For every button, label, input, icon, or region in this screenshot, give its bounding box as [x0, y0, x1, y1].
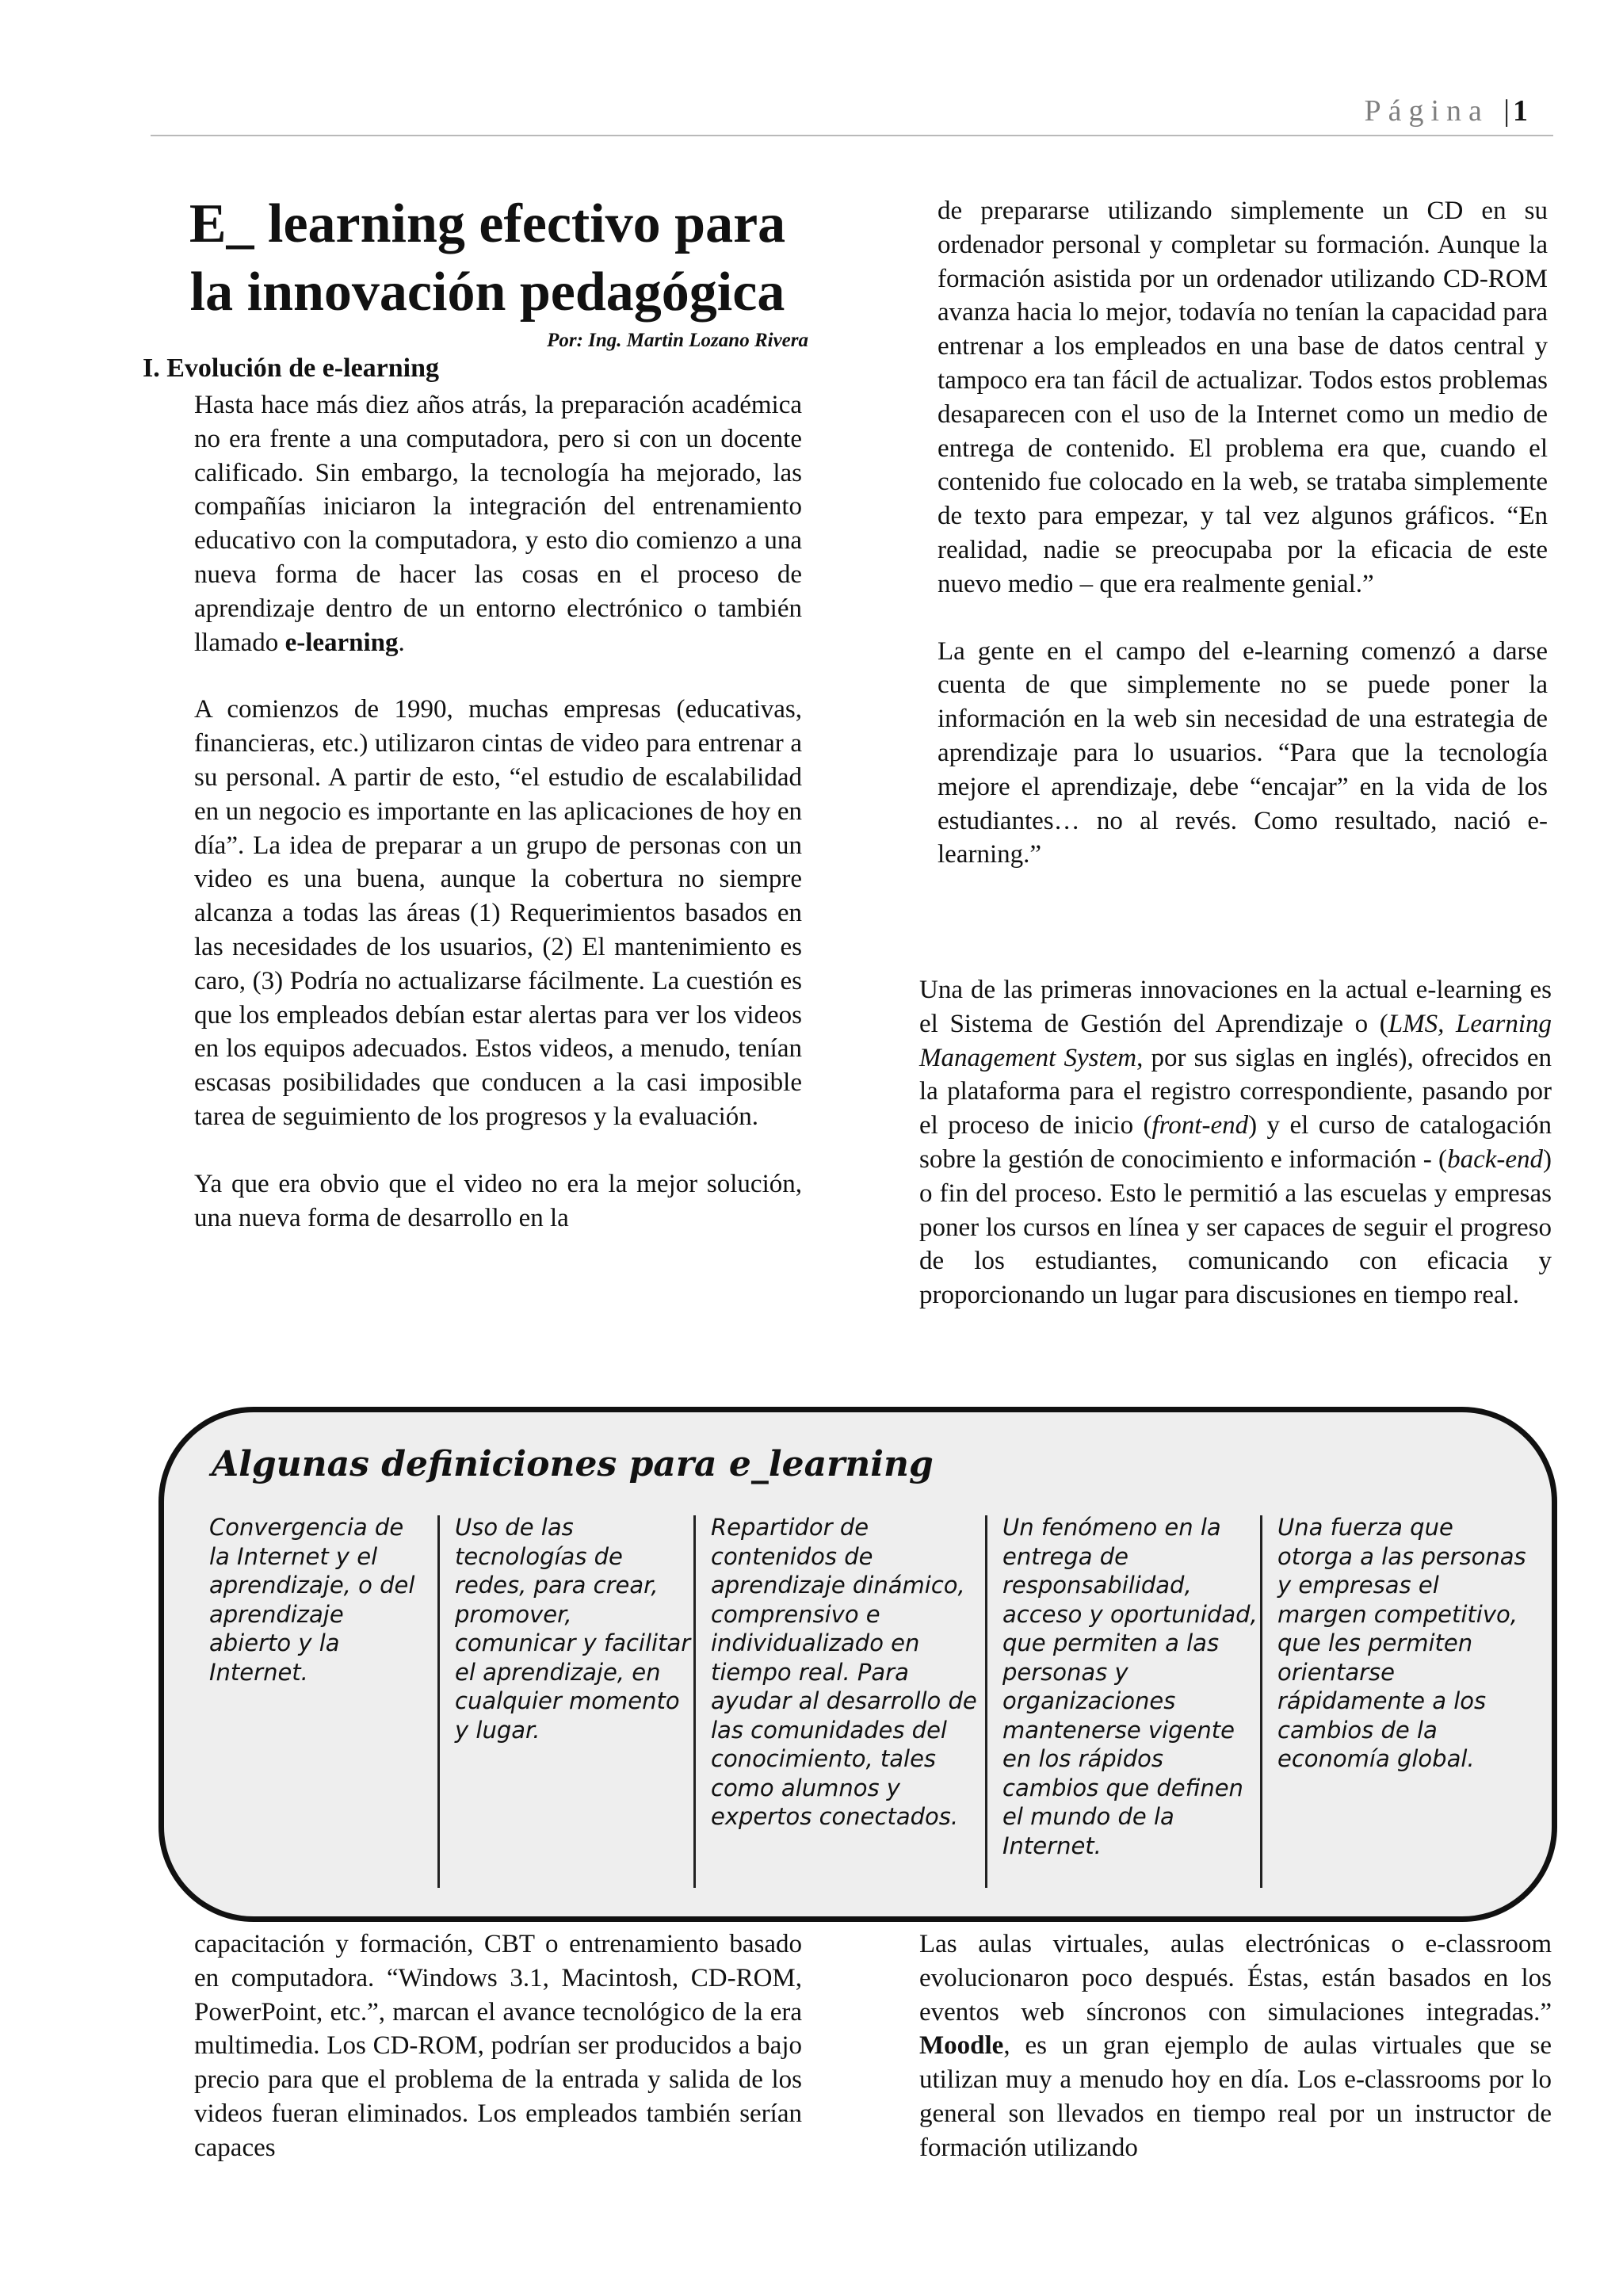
definitions-title: Algunas definiciones para e_learning	[212, 1444, 934, 1484]
divider	[693, 1515, 696, 1888]
paragraph: de prepararse utilizando simplemente un CD en su ordenador personal y completar su formación. Aunque la formación asistida por un ordenador utilizando CD-ROM avanza hacia lo mejor, todavía no tenían la capacidad para entrenar a los empleados en una base de datos central y tampoco era tan fácil de actualizar. Todos estos problemas desaparecen con el uso de la Internet como un medio de entrega de contenido. El problema era que, cuando el contenido fue colocado en la web, se trataba simplemente de texto para empezar, y tal vez algunos gráficos. “En realidad, nadie se preocupaba por la eficacia de este nuevo medio – que era realmente genial.”	[938, 197, 1548, 598]
right-column-bottom	[919, 1927, 1552, 2165]
paragraph: La gente en el campo del e-learning comenzó a darse cuenta de que simplemente no se puede poner la información en la web sin necesidad de una estrategia de aprendizaje para lo usuarios. “Para que la tecnología mejore el aprendizaje, debe “encajar” en la vida de los estudiantes… no al revés. Como resultado, nació e-learning.”	[938, 636, 1548, 869]
definition-5: Una fuerza que otorga a las personas y empresas el margen competitivo, que les permiten orientarse rápidamente a los cambios de la economía global.	[1277, 1514, 1526, 1772]
author-byline: Por: Ing. Martin Lozano Rivera	[547, 330, 808, 351]
header-separator: |	[1503, 94, 1510, 128]
paragraph: Hasta hace más diez años atrás, la preparación académica no era frente a una computadora, pero si con un docente calificado. Sin embargo, la tecnología ha mejorado, las compañías iniciaron la integración del entrenamiento educativo con la computadora, y esto dio comienzo a una nueva forma de hacer las cosas en el proceso de aprendizaje dentro de un entorno electrónico o también llamado e-learning.	[194, 391, 802, 657]
definition-4: Un fenómeno en la entrega de responsabilidad, acceso y oportunidad, que permiten a las personas y organizaciones mantenerse vigente en los rápidos cambios que definen el mundo de la Internet.	[1002, 1514, 1258, 1859]
divider	[985, 1515, 987, 1888]
bold-term: e-learning	[285, 628, 399, 657]
paragraph: capacitación y formación, CBT o entrenamiento basado en computadora. “Windows 3.1, Macintosh, CD-ROM, PowerPoint, etc.”, marcan el avance tecnológico de la era multimedia. Los CD-ROM, podrían ser producidos a bajo precio para que el problema de la entrada y salida de los videos fueran eliminados. Los empleados también serían capaces	[194, 1930, 802, 2162]
right-column-lms	[919, 973, 1552, 1312]
page-number: 1	[1513, 94, 1528, 128]
bold-term: Moodle	[919, 2031, 1004, 2061]
definition-2: Uso de las tecnologías de redes, para crear, promover, comunicar y facilitar el aprendizaje, en cualquier momento y lugar.	[455, 1514, 691, 1744]
paragraph: Las aulas virtuales, aulas electrónicas o e-classroom evolucionaron poco después. Éstas, están basados en los eventos web síncronos con simulaciones integradas.” Moodle, es un gran ejemplo de aulas virtuales que se utilizan muy a menudo hoy en día. Los e-classrooms por lo general son llevados en tiempo real por un instructor de formación utilizando	[919, 1930, 1552, 2162]
divider	[437, 1515, 440, 1888]
paragraph: Ya que era obvio que el video no era la mejor solución, una nueva forma de desarrollo en la	[194, 1169, 802, 1232]
page-label: Página	[1364, 94, 1489, 128]
page-header	[1364, 94, 1528, 128]
left-column-top	[194, 388, 802, 1235]
definition-1: Convergencia de la Internet y el aprendizaje, o del aprendizaje abierto y la Internet.	[209, 1514, 415, 1686]
section-heading: I. Evolución de e-learning	[143, 353, 440, 383]
divider	[1260, 1515, 1262, 1888]
article-title	[139, 190, 836, 327]
definition-3: Repartidor de contenidos de aprendizaje dinámico, comprensivo e individualizado en tiempo real. Para ayudar al desarrollo de las comunidades del conocimiento, tales como alumnos y expertos conectados.	[711, 1514, 977, 1830]
title-line-2: la innovación pedagógica	[189, 262, 785, 323]
title-line-1: E_ learning efectivo para	[189, 193, 786, 254]
header-rule	[151, 135, 1553, 136]
paragraph: A comienzos de 1990, muchas empresas (educativas, financieras, etc.) utilizaron cintas de video para entrenar a su personal. A partir de esto, “el estudio de escalabilidad en un negocio es importante en las aplicaciones de hoy en día”. La idea de preparar a un grupo de personas con un video es una buena, aunque la cobertura no siempre alcanza a todas las áreas (1) Requerimientos basados en las necesidades de los usuarios, (2) El mantenimiento es caro, (3) Podría no actualizarse fácilmente. La cuestión es que los empleados debían estar alertas para ver los videos en los equipos adecuados. Estos videos, a menudo, tenían escasas posibilidades que conducen a la casi imposible tarea de seguimiento de los progresos y la evaluación.	[194, 695, 802, 1131]
left-column-bottom	[194, 1927, 802, 2165]
definitions-box	[158, 1407, 1557, 1922]
paragraph: Una de las primeras innovaciones en la actual e-learning es el Sistema de Gestión del Aprendizaje o (LMS, Learning Management System, por sus siglas en inglés), ofrecidos en la plataforma para el registro correspondiente, pasando por el proceso de inicio (front-end) y el curso de catalogación sobre la gestión de conocimiento e información - (back-end) o fin del proceso. Esto le permitió a las escuelas y empresas poner los cursos en línea y ser capaces de seguir el progreso de los estudiantes, comunicando con eficacia y proporcionando un lugar para discusiones en tiempo real.	[919, 976, 1552, 1310]
right-column-top	[938, 194, 1548, 872]
